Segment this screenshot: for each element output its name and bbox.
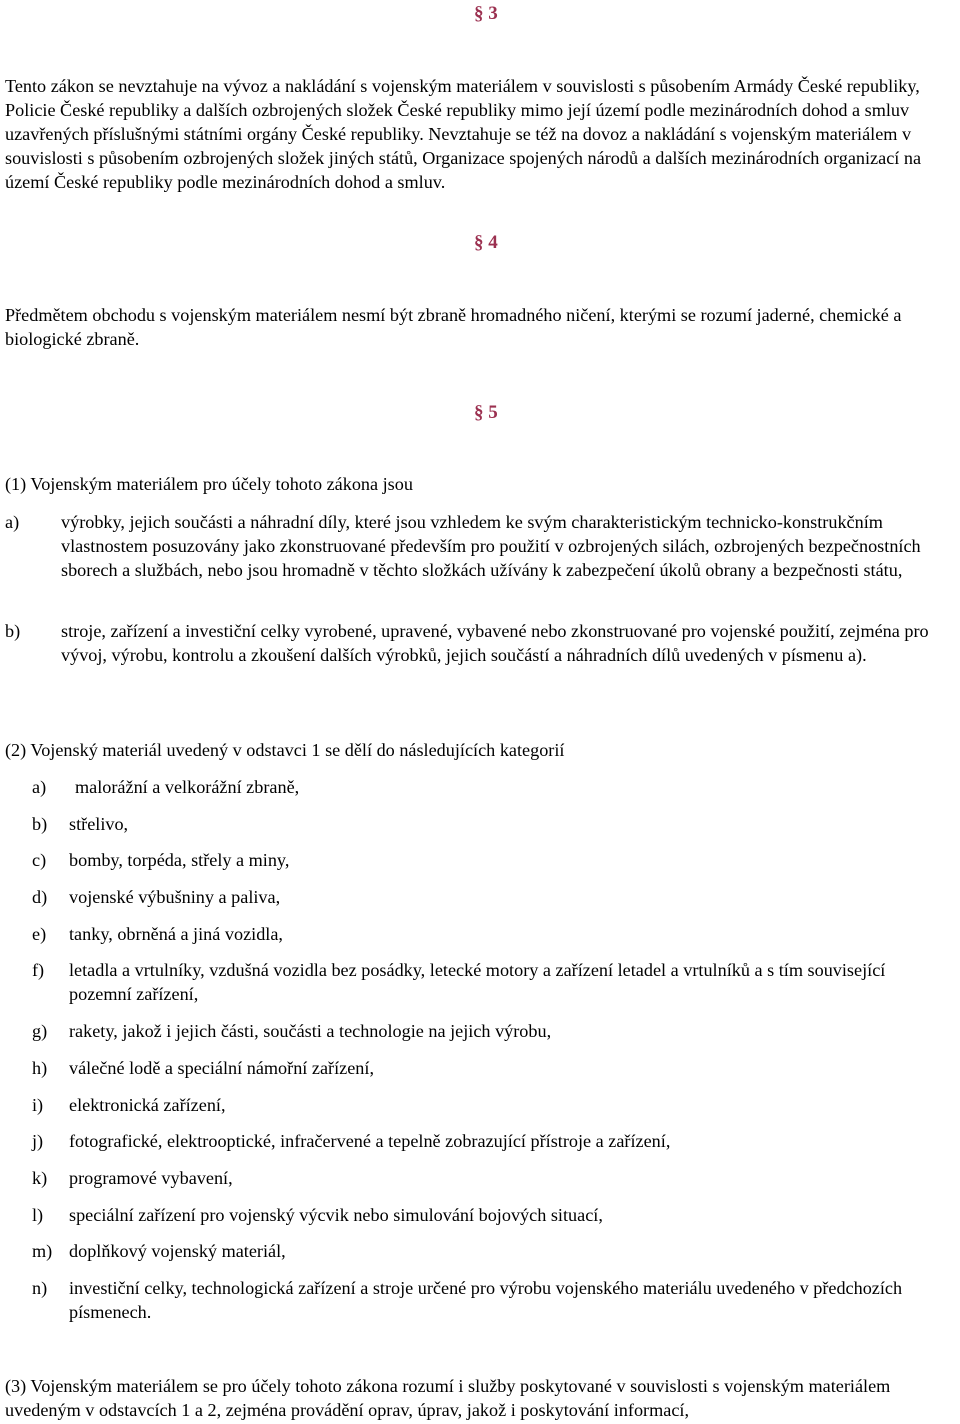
list-item: [32, 775, 952, 799]
item-label: e): [32, 924, 47, 944]
section-4-heading: § 4: [474, 232, 498, 253]
item-label: h): [32, 1058, 48, 1078]
item-text: vojenské výbušniny a paliva,: [69, 887, 281, 907]
list-item: [32, 1056, 952, 1080]
item-label: l): [32, 1205, 44, 1225]
item-text: malorážní a velkorážní zbraně,: [75, 777, 300, 797]
item-text: letadla a vrtulníky, vzdušná vozidla bez posádky, letecké motory a zařízení letadel a vrtulníků a s tím související pozemní zařízení,: [69, 960, 886, 1004]
list-item: [32, 958, 952, 1006]
list-item: [32, 1276, 952, 1324]
section-3-text: Tento zákon se nevztahuje na vývoz a nakládání s vojenským materiálem v souvislosti s působením Armády České republiky, Policie České republiky a dalších ozbrojených složek České republiky mimo její území podle mezinárodních dohod a smluv uzavřených příslušnými státními orgány České republiky. Nevztahuje se též na dovoz a nakládání s vojenským materiálem v souvislosti s působením ozbrojených složek jiných států, Organizace spojených národů a dalších mezinárodních organizací na území České republiky podle mezinárodních dohod a smluv.: [5, 76, 922, 192]
item-label: b): [5, 621, 21, 641]
item-label: c): [32, 850, 47, 870]
list-item: [32, 1166, 952, 1190]
item-label: a): [32, 777, 47, 797]
list-item: [32, 1093, 952, 1117]
list-item: [32, 1019, 952, 1043]
item-label: d): [32, 887, 48, 907]
list-item: [32, 1203, 952, 1227]
list-item: [32, 922, 952, 946]
item-text: válečné lodě a speciální námořní zařízení,: [69, 1058, 374, 1078]
item-text: střelivo,: [69, 814, 129, 834]
paragraph-1: (1) Vojenským materiálem pro účely tohoto zákona jsou: [5, 474, 413, 494]
list-item: [5, 510, 955, 582]
item-text: fotografické, elektrooptické, infračervené a tepelně zobrazující přístroje a zařízení,: [69, 1131, 671, 1151]
list-item: [32, 885, 952, 909]
section-5-heading: § 5: [474, 402, 498, 423]
item-text: doplňkový vojenský materiál,: [69, 1241, 286, 1261]
item-text: bomby, torpéda, střely a miny,: [69, 850, 290, 870]
list-item: [32, 812, 952, 836]
section-3-heading: § 3: [474, 3, 498, 24]
item-text: investiční celky, technologická zařízení a stroje určené pro výrobu vojenského materiálu uvedeného v předchozích písmenech.: [69, 1278, 903, 1322]
item-label: i): [32, 1095, 44, 1115]
item-label: b): [32, 814, 48, 834]
item-label: f): [32, 960, 45, 980]
item-label: a): [5, 512, 20, 532]
paragraph-3: (3) Vojenským materiálem se pro účely tohoto zákona rozumí i služby poskytované v souvislosti s vojenským materiálem uvedeným v odstavcích 1 a 2, zejména provádění oprav, úprav, jakož i poskytování informací,: [5, 1376, 891, 1420]
item-text: speciální zařízení pro vojenský výcvik nebo simulování bojových situací,: [69, 1205, 603, 1225]
item-text: elektronická zařízení,: [69, 1095, 226, 1115]
item-text: výrobky, jejich součásti a náhradní díly, které jsou vzhledem ke svým charakteristickým technicko-konstrukčním vlastnostem posuzovány jako zkonstruované především pro použití v ozbrojených silách, ozbrojených bezpečnostních sborech a službách, nebo jsou hromadně v těchto složkách užívány k zabezpečení úkolů obrany a bezpečnosti státu,: [61, 512, 921, 580]
item-label: j): [32, 1131, 44, 1151]
item-label: g): [32, 1021, 48, 1041]
item-text: stroje, zařízení a investiční celky vyrobené, upravené, vybavené nebo zkonstruované pro vojenské použití, zejména pro vývoj, výrobu, kontrolu a zkoušení dalších výrobků, jejich součástí a náhradních dílů uvedených v písmenu a).: [61, 621, 929, 665]
item-text: rakety, jakož i jejich části, součásti a technologie na jejich výrobu,: [69, 1021, 552, 1041]
item-label: m): [32, 1241, 53, 1261]
list-item: [32, 1129, 952, 1153]
item-text: tanky, obrněná a jiná vozidla,: [69, 924, 283, 944]
item-text: programové vybavení,: [69, 1168, 233, 1188]
item-label: k): [32, 1168, 48, 1188]
list-item: [5, 619, 955, 667]
section-4-text: Předmětem obchodu s vojenským materiálem nesmí být zbraně hromadného ničení, kterými se rozumí jaderné, chemické a biologické zbraně.: [5, 305, 902, 349]
paragraph-2: (2) Vojenský materiál uvedený v odstavci 1 se dělí do následujících kategorií: [5, 740, 565, 760]
item-label: n): [32, 1278, 48, 1298]
list-item: [32, 848, 952, 872]
list-item: [32, 1239, 952, 1263]
